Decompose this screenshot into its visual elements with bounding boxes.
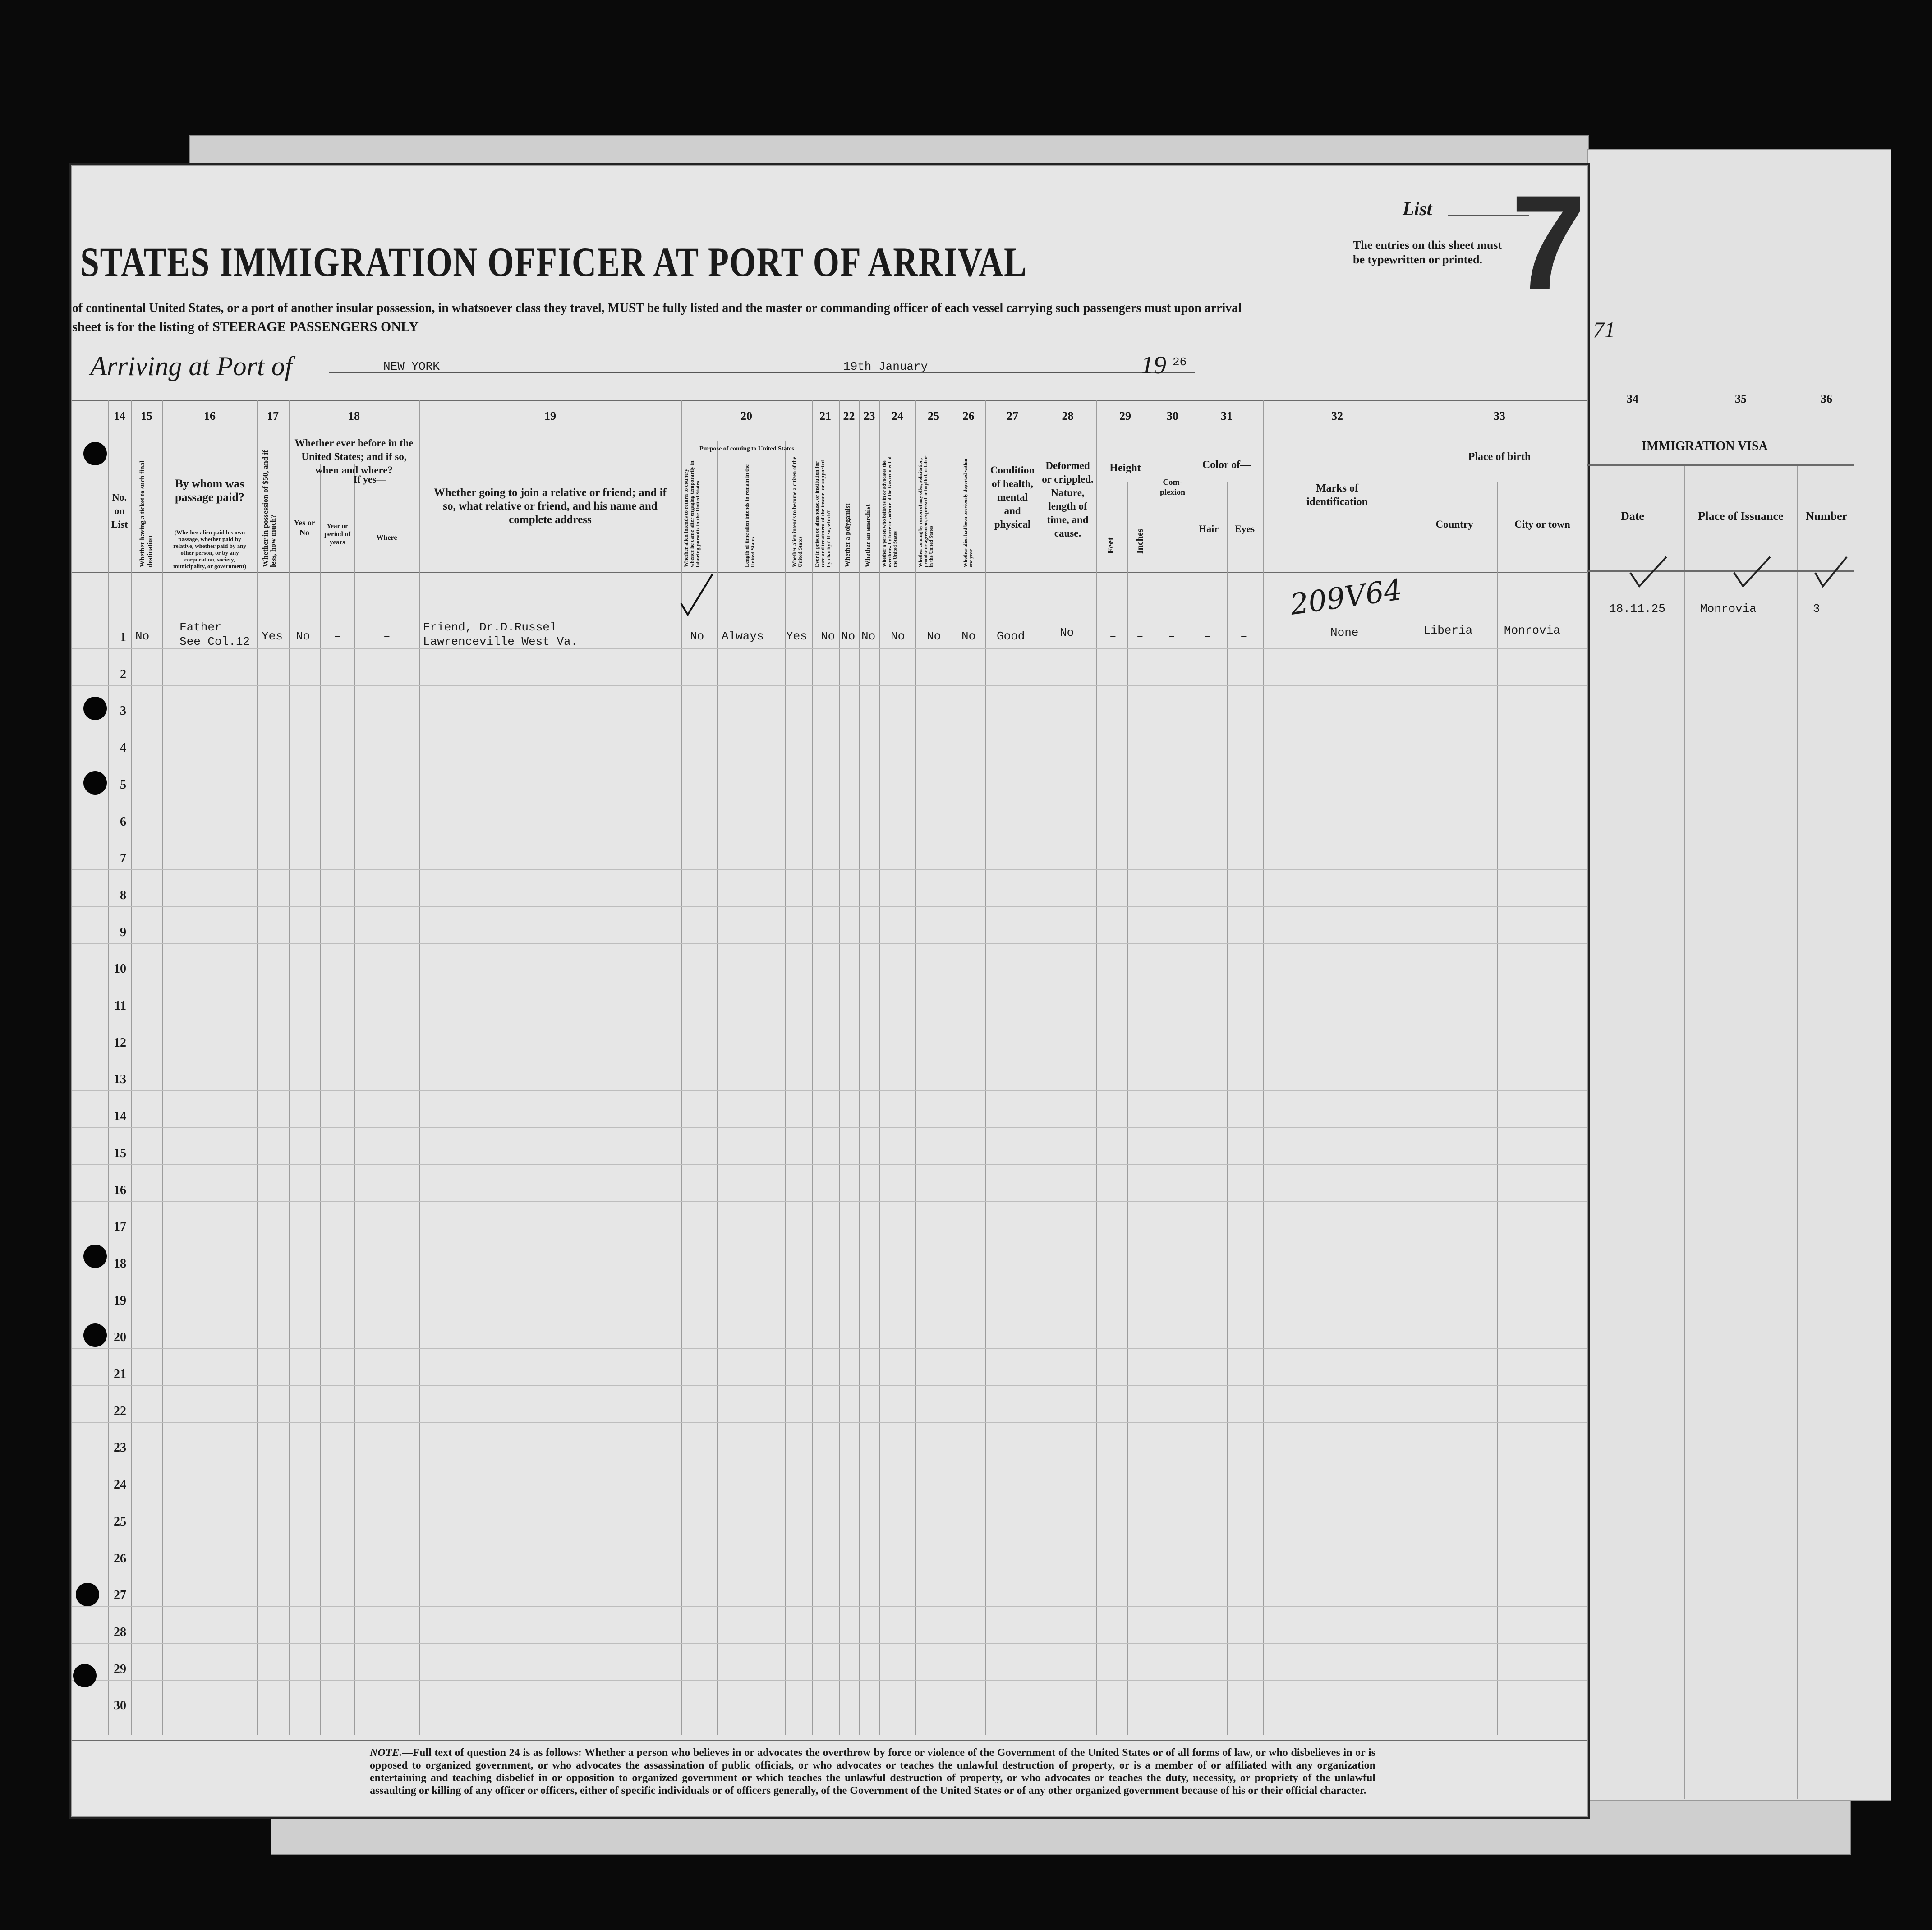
arrival-date: 19th January xyxy=(843,360,928,373)
col-18: 18 xyxy=(348,409,360,423)
entry-marks: None xyxy=(1330,626,1359,639)
grid-line xyxy=(108,400,109,1735)
grid-line xyxy=(320,464,321,1735)
entry-visa-date: 18.11.25 xyxy=(1609,602,1665,616)
row-number: 5 xyxy=(120,777,126,792)
row-number: 23 xyxy=(114,1441,126,1455)
col-19: 19 xyxy=(544,409,556,423)
entry-before: No xyxy=(296,630,310,643)
subtitle-line-1: of continental United States, or a port of another insular possession, in whatsoever class they travel, MUST be fully listed and the master or commanding officer of each vessel carrying such passengers must upon arrival xyxy=(72,300,1242,315)
entry-ticket: No xyxy=(135,630,150,643)
row-number: 13 xyxy=(114,1072,126,1087)
entry-dash-year: – xyxy=(334,630,341,643)
visa-grid-line xyxy=(1797,464,1798,1799)
header-if-yes: If yes— xyxy=(353,473,386,485)
grid-line xyxy=(859,400,860,1735)
grid-line xyxy=(162,400,163,1735)
row-number: 12 xyxy=(114,1035,126,1050)
grid-line xyxy=(985,400,986,1735)
row-line xyxy=(72,648,1587,649)
entry-length: Always xyxy=(722,630,764,643)
col-32: 32 xyxy=(1331,409,1343,423)
grid-line xyxy=(354,464,355,1735)
subtitle-line-2: sheet is for the listing of STEERAGE PASSENGERS ONLY xyxy=(72,319,419,334)
header-ticket: Whether having a ticket to such final destination xyxy=(139,460,154,567)
footer-note xyxy=(370,1746,1375,1797)
entry-passage-2: See Col.12 xyxy=(179,635,250,648)
col-24: 24 xyxy=(892,409,903,423)
row-line xyxy=(72,1422,1587,1423)
header-deformed: Deformed or crippled. Nature, length of time, and cause. xyxy=(1042,460,1094,539)
col-29: 29 xyxy=(1119,409,1131,423)
grid-line xyxy=(785,441,786,1735)
row-line xyxy=(72,906,1587,907)
row-number: 4 xyxy=(120,741,126,755)
row-line xyxy=(72,1643,1587,1644)
arrival-year-suffix: 26 xyxy=(1173,355,1187,369)
row-number: 28 xyxy=(114,1625,126,1639)
grid-line xyxy=(1497,482,1498,1735)
page-title: STATES IMMIGRATION OFFICER AT PORT OF ARRIVAL xyxy=(80,239,1027,285)
grid-line xyxy=(812,400,813,1735)
note-label: NOTE.— xyxy=(370,1747,413,1759)
col-20: 20 xyxy=(741,409,752,423)
grid-line xyxy=(1127,482,1128,1735)
row-number: 6 xyxy=(120,814,126,829)
header-inches: Inches xyxy=(1135,528,1145,554)
header-yes-no: Yes or No xyxy=(294,518,315,537)
col-17: 17 xyxy=(267,409,279,423)
row-number: 8 xyxy=(120,888,126,902)
entry-city: Monrovia xyxy=(1504,624,1560,637)
visa-header-rule xyxy=(1587,464,1854,466)
row-number: 14 xyxy=(114,1109,126,1124)
row-number: 2 xyxy=(120,667,126,681)
col-36: 36 xyxy=(1821,392,1832,405)
entry-hair: – xyxy=(1204,630,1211,643)
entry-labor: No xyxy=(927,630,941,643)
entry-inches: – xyxy=(1136,630,1144,643)
header-no-on-list: No. on List xyxy=(111,492,128,530)
row-number: 22 xyxy=(114,1404,126,1418)
entry-prison: No xyxy=(821,630,835,643)
note-text: Full text of question 24 is as follows: Whether a person who believes in or advocates the overthrow by force or violence of the Government of the United States or of all forms of law, or who disbelieves in or is opposed to organized government, or who advocates the assassination of public officials, or who advocates or teaches the unlawful destruction of property, or is a member of or affiliated with any organization entertaining and teaching disbelief in or opposition to organized government or which teaches the unlawful destruction of property, or who advocates or teaches the duty, necessity, or propriety of the unlawful assaulting or killing of any officer or officers, either of specific individuals or of officers generally, of the Government of the United States or of any other organized government because of his or their official character. xyxy=(370,1747,1375,1797)
arrival-year-prefix: 19 xyxy=(1141,351,1166,379)
header-where: Where xyxy=(376,534,397,542)
row-number: 1 xyxy=(120,630,126,644)
col-25: 25 xyxy=(928,409,939,423)
col-33: 33 xyxy=(1494,409,1505,423)
header-passage: By whom was passage paid? xyxy=(175,477,244,504)
row-number: 30 xyxy=(114,1699,126,1713)
row-number: 19 xyxy=(114,1293,126,1308)
header-visa-place: Place of Issuance xyxy=(1698,510,1784,523)
punch-hole xyxy=(83,771,107,795)
header-eyes: Eyes xyxy=(1235,523,1255,534)
header-purpose-b: Length of time alien intends to remain in the United States xyxy=(744,464,756,567)
row-line xyxy=(72,1385,1587,1386)
punch-hole xyxy=(76,1583,99,1606)
row-number: 3 xyxy=(120,704,126,718)
punch-hole xyxy=(73,1664,97,1687)
row-line xyxy=(72,685,1587,686)
header-color-of: Color of— xyxy=(1202,459,1251,471)
grid-line xyxy=(131,400,132,1735)
col-34: 34 xyxy=(1627,392,1638,405)
header-visa-number: Number xyxy=(1805,510,1848,523)
entry-anarchist: No xyxy=(861,630,876,643)
header-city: City or town xyxy=(1514,519,1570,530)
grid-line xyxy=(839,400,840,1735)
header-visa-date: Date xyxy=(1621,510,1644,523)
header-fifty: Whether in possession of $50, and if less, how much? xyxy=(261,450,277,567)
entry-relative-1: Friend, Dr.D.Russel xyxy=(423,620,557,634)
entry-deformed: No xyxy=(1060,626,1074,639)
grid-line xyxy=(289,400,290,1735)
punch-hole xyxy=(83,697,107,720)
handwritten-annotation: 209V64 xyxy=(1288,573,1404,622)
sheet-note: The entries on this sheet must be typewritten or printed. xyxy=(1353,239,1502,266)
header-prison: Ever in prison or almshouse, or institution for care and treatment of the insane, or supported by charity? If so, which? xyxy=(814,460,832,567)
grid-line xyxy=(1263,400,1264,1735)
footer-rule xyxy=(72,1740,1587,1741)
row-number: 29 xyxy=(114,1662,126,1676)
row-number: 9 xyxy=(120,925,126,939)
header-bottom-rule xyxy=(72,572,1587,573)
col-27: 27 xyxy=(1007,409,1018,423)
header-purpose-c: Whether alien intends to become a citizen of the United States xyxy=(791,456,803,567)
header-overthrow: Whether a person who believes in or advocates the overthrow by force or violence of the Government of the United States xyxy=(882,456,898,567)
col-28: 28 xyxy=(1062,409,1074,423)
header-hair: Hair xyxy=(1199,523,1219,534)
row-line xyxy=(72,1201,1587,1202)
grid-line xyxy=(257,400,258,1735)
row-number: 18 xyxy=(114,1256,126,1271)
header-purpose-a: Whether alien intends to return to country whence he came after engaging temporarily in laboring pursuits in the United States xyxy=(683,460,701,567)
col-15: 15 xyxy=(141,409,152,423)
entry-feet: – xyxy=(1109,630,1117,643)
col-14: 14 xyxy=(114,409,125,423)
visa-grid-line xyxy=(1684,464,1685,1799)
header-anarchist: Whether an anarchist xyxy=(865,504,872,567)
row-line xyxy=(72,1680,1587,1681)
manifest-sheet xyxy=(71,165,1588,1817)
entry-passage-1: Father xyxy=(179,620,222,634)
visa-place-checkmark-icon xyxy=(1732,555,1772,591)
header-polygamist: Whether a polygamist xyxy=(844,503,851,567)
header-height: Height xyxy=(1109,462,1141,474)
entry-relative-2: Lawrenceville West Va. xyxy=(423,635,578,648)
punch-hole xyxy=(83,1323,107,1347)
entry-complexion: – xyxy=(1168,630,1175,643)
entry-citizen: Yes xyxy=(786,630,807,643)
arriving-underline xyxy=(329,372,1195,373)
visa-date-checkmark-icon xyxy=(1628,555,1669,591)
checkmark-icon xyxy=(679,572,715,617)
header-year-period: Year or period of years xyxy=(324,523,350,546)
header-before: Whether ever before in the United States; and if so, when and where? xyxy=(294,437,414,476)
row-number: 27 xyxy=(114,1588,126,1603)
row-number: 20 xyxy=(114,1330,126,1345)
entry-visa-number: 3 xyxy=(1813,602,1820,616)
row-line xyxy=(72,1090,1587,1091)
right-page-number: 71 xyxy=(1593,317,1615,342)
arrival-port: NEW YORK xyxy=(383,360,440,373)
header-passage-detail: (Whether alien paid his own passage, whether paid by relative, whether paid by any other person, or by any corporation, society, municipality, or government) xyxy=(173,529,246,570)
punch-hole xyxy=(83,1245,107,1268)
list-label: List xyxy=(1403,199,1432,220)
entry-polygamist: No xyxy=(841,630,856,643)
header-condition: Condition of health, mental and physical xyxy=(990,464,1035,530)
entry-visa-place: Monrovia xyxy=(1700,602,1757,616)
row-number: 11 xyxy=(114,999,126,1013)
entry-condition: Good xyxy=(997,630,1025,643)
grid-line xyxy=(1096,400,1097,1735)
entry-dash-where: – xyxy=(383,630,391,643)
row-number: 25 xyxy=(114,1514,126,1529)
row-number: 24 xyxy=(114,1478,126,1492)
header-deported: Whether alien had been previously deported within one year xyxy=(963,458,974,567)
row-line xyxy=(72,1127,1587,1128)
grid-line xyxy=(419,400,420,1735)
row-number: 26 xyxy=(114,1551,126,1566)
row-number: 17 xyxy=(114,1220,126,1234)
row-number: 16 xyxy=(114,1183,126,1197)
arriving-label: Arriving at Port of xyxy=(90,351,293,381)
row-line xyxy=(72,1348,1587,1349)
punch-hole xyxy=(83,442,107,465)
grid-line xyxy=(915,400,916,1735)
header-purpose: Purpose of coming to United States xyxy=(699,446,794,452)
grid-line xyxy=(879,400,880,1735)
list-number-stamp: 7 xyxy=(1511,167,1586,318)
header-marks: Marks of identification xyxy=(1306,482,1368,508)
header-visa: IMMIGRATION VISA xyxy=(1642,439,1768,453)
col-21: 21 xyxy=(819,409,831,423)
header-top-rule xyxy=(72,400,1587,401)
col-31: 31 xyxy=(1221,409,1233,423)
col-30: 30 xyxy=(1167,409,1178,423)
entry-country: Liberia xyxy=(1423,624,1473,637)
col-23: 23 xyxy=(863,409,875,423)
entry-eyes: – xyxy=(1240,630,1247,643)
col-26: 26 xyxy=(962,409,975,423)
header-labor: Whether coming by reason of any offer, solicitation, promise or agreement, expressed or implied, to labor in the United States xyxy=(918,455,934,567)
row-number: 15 xyxy=(114,1146,126,1160)
col-16: 16 xyxy=(204,409,216,423)
row-number: 7 xyxy=(120,851,126,866)
header-relative: Whether going to join a relative or friend; and if so, what relative or friend, and his name and complete address xyxy=(434,487,667,526)
row-line xyxy=(72,869,1587,870)
header-feet: Feet xyxy=(1106,537,1116,554)
entry-overthrow: No xyxy=(891,630,905,643)
row-line xyxy=(72,1606,1587,1607)
row-number: 21 xyxy=(114,1367,126,1381)
row-line xyxy=(72,943,1587,944)
entry-fifty: Yes xyxy=(262,630,283,643)
grid-line xyxy=(717,441,718,1735)
row-line xyxy=(72,1164,1587,1165)
header-complexion: Com-plexion xyxy=(1159,478,1185,496)
header-birth: Place of birth xyxy=(1468,451,1531,463)
grid-line xyxy=(1227,482,1228,1735)
entry-deported: No xyxy=(961,630,976,643)
entry-return: No xyxy=(690,630,704,643)
header-country: Country xyxy=(1435,519,1473,530)
visa-number-checkmark-icon xyxy=(1813,555,1849,591)
row-number: 10 xyxy=(114,962,126,976)
col-22: 22 xyxy=(843,409,855,423)
col-35: 35 xyxy=(1735,392,1747,405)
